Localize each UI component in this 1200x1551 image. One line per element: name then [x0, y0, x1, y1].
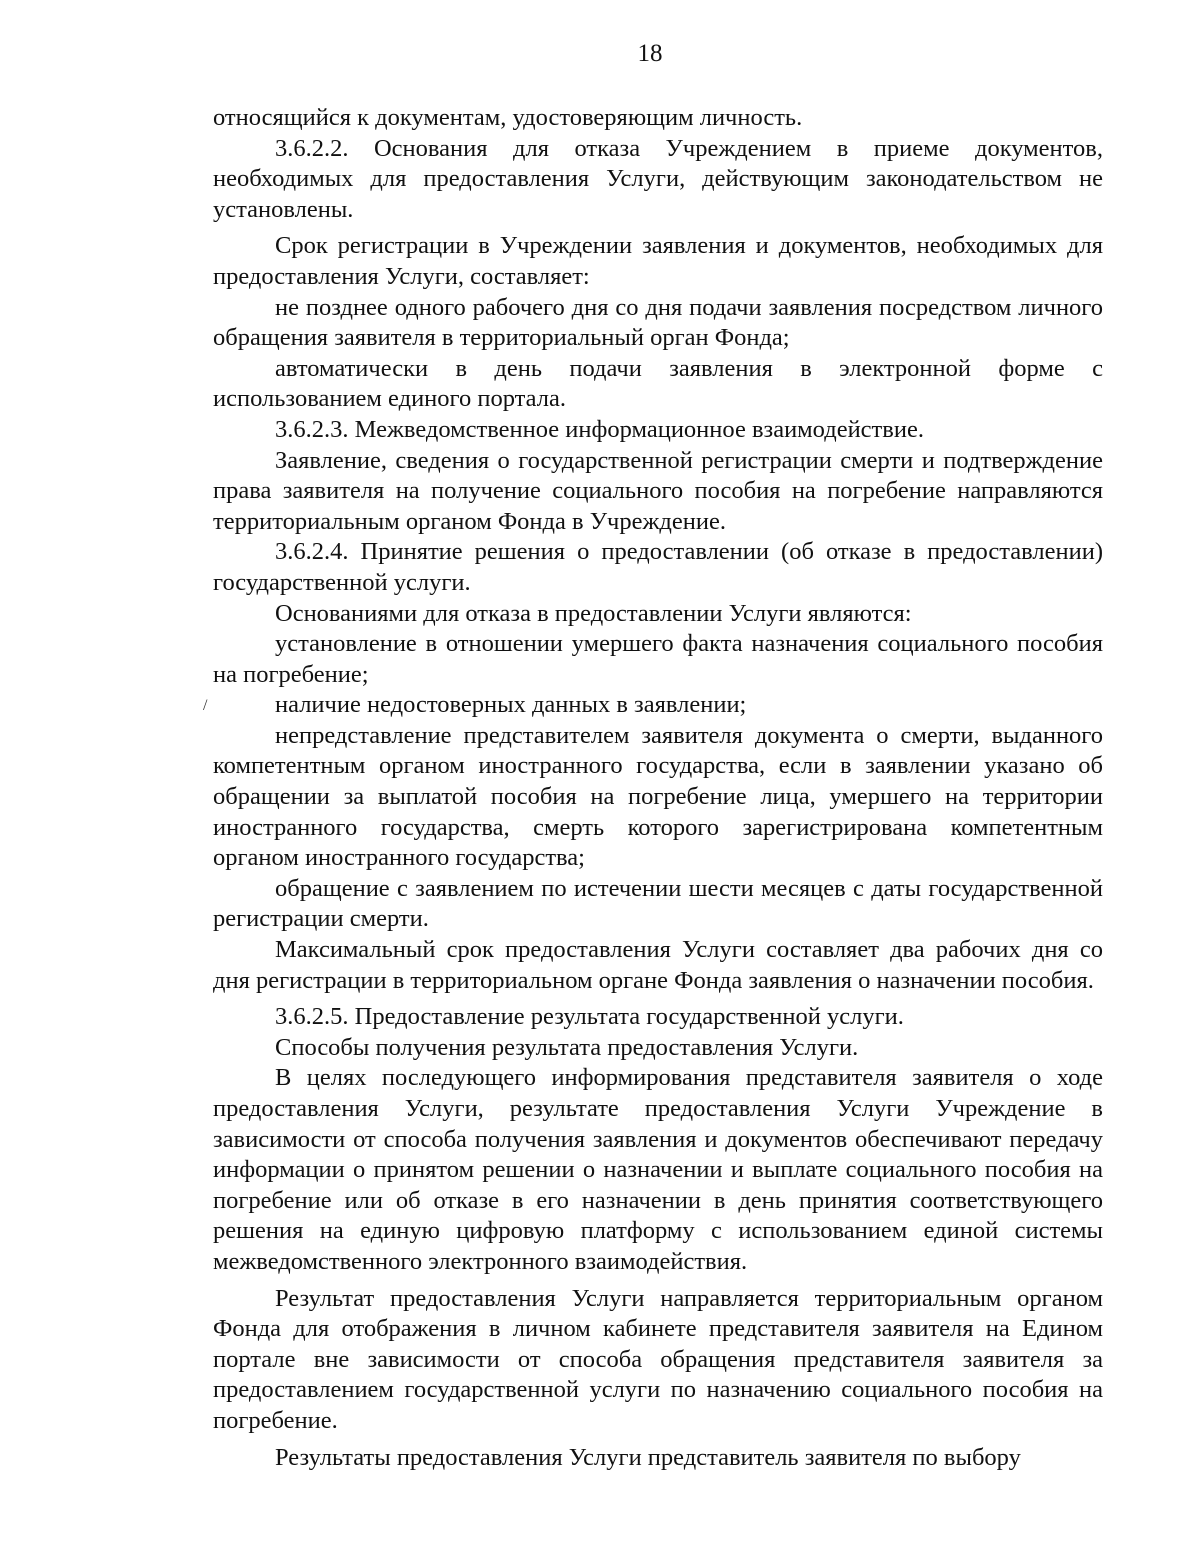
- paragraph-ground-2: наличие недостоверных данных в заявлении;: [275, 691, 747, 719]
- paragraph-3-6-2-4: 3.6.2.4. Принятие решения о предоставлении (об отказе в предоставлении) государственной услуги.: [213, 538, 1103, 596]
- paragraph-electronic-form: автоматически в день подачи заявления в электронной форме с использованием единого портала.: [213, 354, 1103, 413]
- paragraph-results-choice: Результаты предоставления Услуги представитель заявителя по выбору: [275, 1443, 1021, 1471]
- scan-mark: /: [203, 697, 208, 714]
- paragraph-3-6-2-5: 3.6.2.5. Предоставление результата государственной услуги.: [275, 1003, 904, 1031]
- paragraph-application-info: Заявление, сведения о государственной регистрации смерти и подтверждение права заявителя на получение социального пособия на погребение направляются территориальным органом Фонда в Учреждение.: [213, 446, 1103, 535]
- paragraph-refusal-grounds: Основаниями для отказа в предоставлении Услуги являются:: [275, 599, 912, 627]
- paragraph-continuation: относящийся к документам, удостоверяющим личность.: [213, 104, 803, 131]
- page-number: 18: [637, 40, 663, 67]
- paragraph-ground-3: непредставление представителем заявителя документа о смерти, выданного компетентным органом иностранного государства, если в заявлении указано об обращении за выплатой пособия на погребение лица, умершего на территории иностранного государства, смерть которого зарегистрирована компетентным органом иностранного государства;: [213, 721, 1103, 872]
- paragraph-3-6-2-3: 3.6.2.3. Межведомственное информационное взаимодействие.: [275, 415, 924, 443]
- paragraph-ground-4: обращение с заявлением по истечении шести месяцев с даты государственной регистрации смерти.: [213, 874, 1103, 933]
- paragraph-3-6-2-2: 3.6.2.2. Основания для отказа Учреждением в приеме документов, необходимых для предоставления Услуги, действующим законодательством не установлены.: [213, 134, 1103, 223]
- paragraph-registration-term: Срок регистрации в Учреждении заявления и документов, необходимых для предоставления Услуги, составляет:: [213, 232, 1103, 290]
- document-body: [213, 103, 1103, 1473]
- paragraph-ground-1: установление в отношении умершего факта назначения социального пособия на погребение;: [213, 630, 1103, 688]
- paragraph-result-methods: Способы получения результата предоставления Услуги.: [275, 1033, 859, 1061]
- paragraph-result-sent: Результат предоставления Услуги направляется территориальным органом Фонда для отображения в личном кабинете представителя заявителя на Едином портале вне зависимости от способа обращения представителя заявителя за предоставлением государственной услуги по назначению социального пособия на погребение.: [213, 1284, 1103, 1434]
- paragraph-informing: В целях последующего информирования представителя заявителя о ходе предоставления Услуги, результате предоставления Услуги Учреждение в зависимости от способа получения заявления и документов обеспечивают передачу информации о принятом решении о назначении и выплате социального пособия на погребение или об отказе в его назначении в день принятия соответствующего решения на единую цифровую платформу с использованием единой системы межведомственного электронного взаимодействия.: [213, 1064, 1103, 1275]
- paragraph-max-term: Максимальный срок предоставления Услуги составляет два рабочих дня со дня регистрации в территориальном органе Фонда заявления о назначении пособия.: [213, 936, 1103, 994]
- paragraph-personal-appeal: не позднее одного рабочего дня со дня подачи заявления посредством личного обращения заявителя в территориальный орган Фонда;: [213, 293, 1103, 352]
